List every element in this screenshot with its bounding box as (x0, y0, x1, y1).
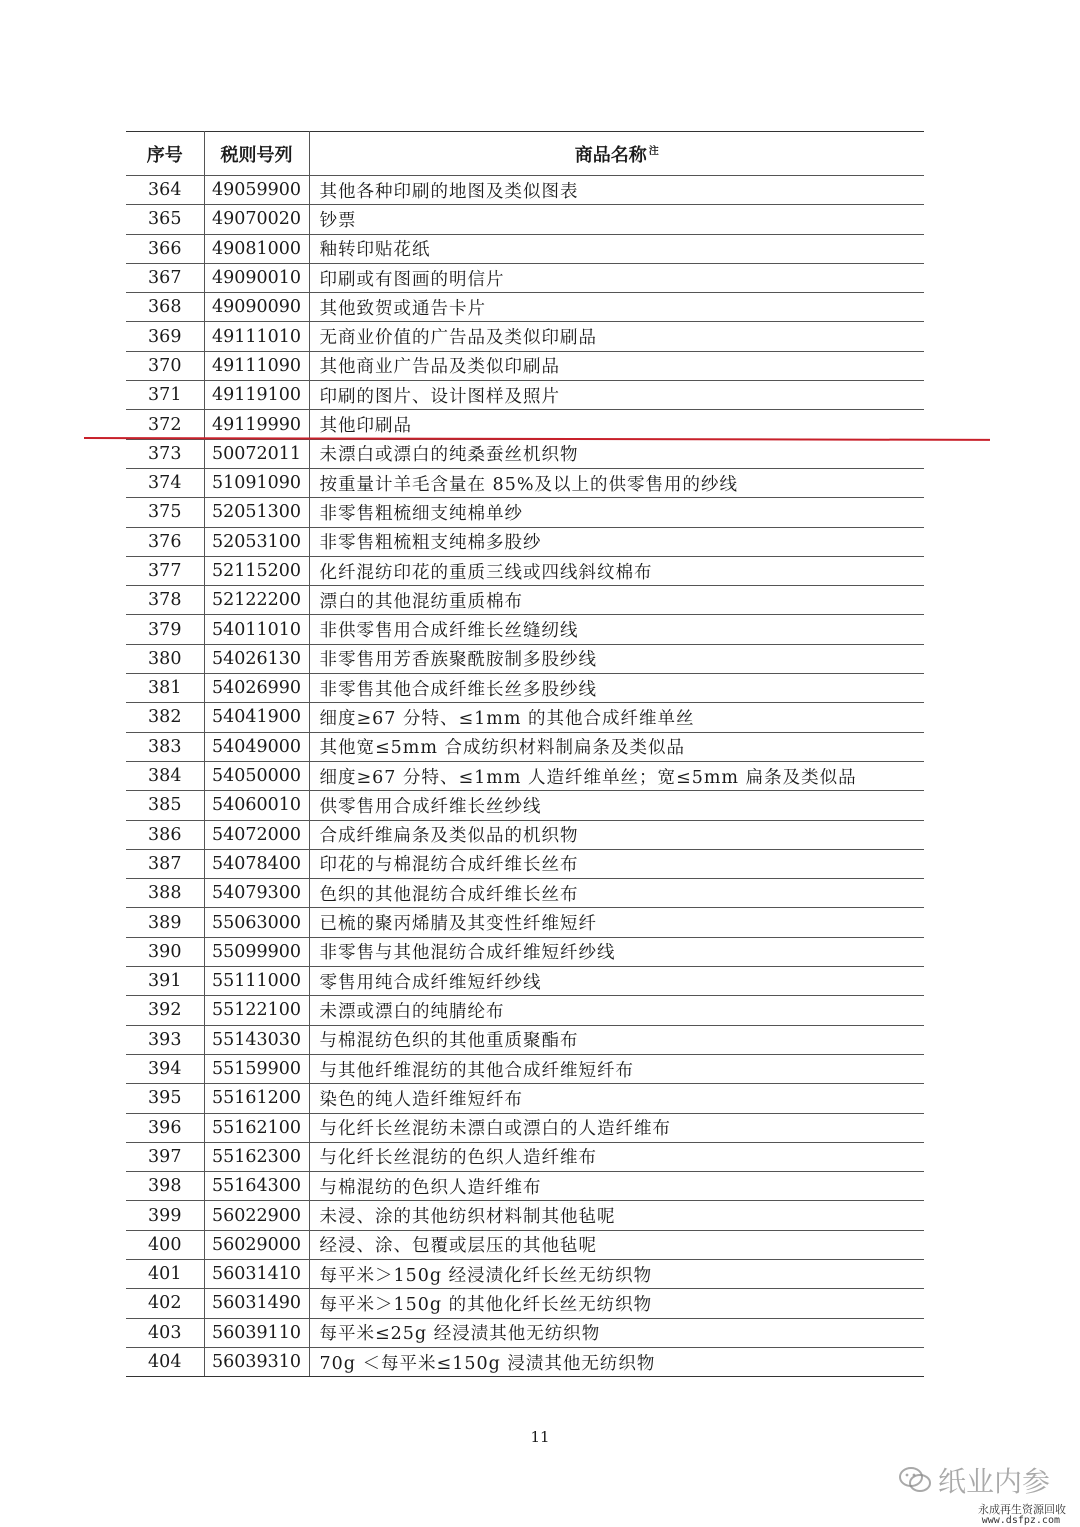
table-row (126, 322, 924, 351)
tariff-code-cell: 49119990 (204, 410, 309, 439)
table-row (126, 937, 924, 966)
tariff-code-cell: 55099900 (204, 937, 309, 966)
serial-no-cell: 403 (126, 1318, 204, 1347)
serial-no-cell: 395 (126, 1084, 204, 1113)
serial-no-cell: 391 (126, 967, 204, 996)
wechat-icon (898, 1466, 932, 1494)
tariff-code-cell: 55162300 (204, 1142, 309, 1171)
serial-no-cell: 397 (126, 1142, 204, 1171)
table-row (126, 1025, 924, 1054)
table-row (126, 381, 924, 410)
table-row (126, 351, 924, 380)
serial-no-cell: 372 (126, 410, 204, 439)
page-number: 11 (530, 1428, 550, 1446)
tariff-code-cell: 49070020 (204, 205, 309, 234)
product-name-cell: 非零售与其他混纺合成纤维短纤纱线 (309, 937, 924, 966)
product-name-cell: 未漂白或漂白的纯桑蚕丝机织物 (309, 439, 924, 468)
tariff-code-cell: 54079300 (204, 879, 309, 908)
tariff-code-cell: 56031410 (204, 1259, 309, 1288)
serial-no-cell: 393 (126, 1025, 204, 1054)
serial-no-cell: 370 (126, 351, 204, 380)
serial-no-cell: 396 (126, 1113, 204, 1142)
serial-no-cell: 384 (126, 761, 204, 790)
product-name-cell: 非供零售用合成纤维长丝缝纫线 (309, 615, 924, 644)
tariff-code-cell: 55111000 (204, 967, 309, 996)
serial-no-cell: 385 (126, 791, 204, 820)
table-row (126, 791, 924, 820)
table-row (126, 879, 924, 908)
table-row (126, 1318, 924, 1347)
serial-no-cell: 368 (126, 293, 204, 322)
table-header-row (126, 132, 924, 176)
product-name-cell: 与化纤长丝混纺的色织人造纤维布 (309, 1142, 924, 1171)
tariff-code-cell: 54026990 (204, 674, 309, 703)
serial-no-cell: 375 (126, 498, 204, 527)
product-name-cell: 漂白的其他混纺重质棉布 (309, 586, 924, 615)
tariff-code-cell: 54072000 (204, 820, 309, 849)
product-name-cell: 釉转印贴花纸 (309, 234, 924, 263)
product-name-cell: 印刷的图片、设计图样及照片 (309, 381, 924, 410)
table-row (126, 703, 924, 732)
table-row (126, 498, 924, 527)
tariff-code-cell: 49119100 (204, 381, 309, 410)
table-row (126, 849, 924, 878)
serial-no-cell: 377 (126, 556, 204, 585)
tariff-code-cell: 55063000 (204, 908, 309, 937)
tariff-code-cell: 54041900 (204, 703, 309, 732)
serial-no-cell: 401 (126, 1259, 204, 1288)
serial-no-cell: 398 (126, 1172, 204, 1201)
product-name-cell: 每平米＞150g 的其他化纤长丝无纺织物 (309, 1289, 924, 1318)
product-name-cell: 经浸、涂、包覆或层压的其他毡呢 (309, 1230, 924, 1259)
product-name-cell: 每平米＞150g 经浸渍化纤长丝无纺织物 (309, 1259, 924, 1288)
product-name-cell: 未漂或漂白的纯腈纶布 (309, 996, 924, 1025)
serial-no-cell: 389 (126, 908, 204, 937)
product-name-cell: 细度≥67 分特、≤1mm 人造纤维单丝；宽≤5mm 扁条及类似品 (309, 761, 924, 790)
table-row (126, 644, 924, 673)
table-row (126, 468, 924, 497)
serial-no-cell: 379 (126, 615, 204, 644)
table-row (126, 1054, 924, 1083)
table-row (126, 967, 924, 996)
tariff-code-cell: 54026130 (204, 644, 309, 673)
tariff-code-cell: 55143030 (204, 1025, 309, 1054)
table-row (126, 674, 924, 703)
tariff-code-cell: 55164300 (204, 1172, 309, 1201)
serial-no-cell: 376 (126, 527, 204, 556)
table-row (126, 1347, 924, 1376)
serial-no-cell: 380 (126, 644, 204, 673)
table-row (126, 293, 924, 322)
serial-no-cell: 388 (126, 879, 204, 908)
table-row (126, 586, 924, 615)
product-name-cell: 未浸、涂的其他纺织材料制其他毡呢 (309, 1201, 924, 1230)
tariff-code-cell: 51091090 (204, 468, 309, 497)
watermark-url: www.dsfpz.com (981, 1515, 1060, 1526)
product-name-cell: 合成纤维扁条及类似品的机织物 (309, 820, 924, 849)
tariff-code-cell: 54050000 (204, 761, 309, 790)
serial-no-cell: 374 (126, 468, 204, 497)
tariff-code-cell: 55161200 (204, 1084, 309, 1113)
header-serial-no: 序号 (126, 132, 204, 176)
tariff-code-cell: 49090090 (204, 293, 309, 322)
tariff-table (126, 131, 924, 1377)
table-row (126, 410, 924, 439)
product-name-cell: 按重量计羊毛含量在 85%及以上的供零售用的纱线 (309, 468, 924, 497)
product-name-cell: 零售用纯合成纤维短纤纱线 (309, 967, 924, 996)
tariff-code-cell: 56029000 (204, 1230, 309, 1259)
tariff-code-cell: 50072011 (204, 439, 309, 468)
tariff-code-cell: 55159900 (204, 1054, 309, 1083)
table-row (126, 1113, 924, 1142)
product-name-cell: 与化纤长丝混纺未漂白或漂白的人造纤维布 (309, 1113, 924, 1142)
table-row (126, 1201, 924, 1230)
tariff-code-cell: 56039310 (204, 1347, 309, 1376)
tariff-code-cell: 54011010 (204, 615, 309, 644)
product-name-cell: 与棉混纺色织的其他重质聚酯布 (309, 1025, 924, 1054)
serial-no-cell: 400 (126, 1230, 204, 1259)
serial-no-cell: 399 (126, 1201, 204, 1230)
tariff-code-cell: 54049000 (204, 732, 309, 761)
product-name-cell: 非零售用芳香族聚酰胺制多股纱线 (309, 644, 924, 673)
table-body (126, 176, 924, 1377)
product-name-cell: 印花的与棉混纺合成纤维长丝布 (309, 849, 924, 878)
tariff-code-cell: 56039110 (204, 1318, 309, 1347)
product-name-cell: 与其他纤维混纺的其他合成纤维短纤布 (309, 1054, 924, 1083)
tariff-code-cell: 54060010 (204, 791, 309, 820)
product-name-cell: 非零售粗梳粗支纯棉多股纱 (309, 527, 924, 556)
serial-no-cell: 390 (126, 937, 204, 966)
product-name-cell: 细度≥67 分特、≤1mm 的其他合成纤维单丝 (309, 703, 924, 732)
product-name-cell: 染色的纯人造纤维短纤布 (309, 1084, 924, 1113)
serial-no-cell: 365 (126, 205, 204, 234)
serial-no-cell: 382 (126, 703, 204, 732)
tariff-code-cell: 52122200 (204, 586, 309, 615)
product-name-cell: 色织的其他混纺合成纤维长丝布 (309, 879, 924, 908)
tariff-code-cell: 56031490 (204, 1289, 309, 1318)
table-row (126, 234, 924, 263)
product-name-cell: 其他各种印刷的地图及类似图表 (309, 176, 924, 205)
product-name-cell: 无商业价值的广告品及类似印刷品 (309, 322, 924, 351)
watermark-text: 永成再生资源回收 (978, 1503, 1066, 1516)
product-name-cell: 非零售粗梳细支纯棉单纱 (309, 498, 924, 527)
serial-no-cell: 404 (126, 1347, 204, 1376)
product-name-cell: 其他致贺或通告卡片 (309, 293, 924, 322)
product-name-cell: 钞票 (309, 205, 924, 234)
serial-no-cell: 381 (126, 674, 204, 703)
serial-no-cell: 402 (126, 1289, 204, 1318)
product-name-cell: 与棉混纺的色织人造纤维布 (309, 1172, 924, 1201)
brand-name: 纸业内参 (937, 1465, 1050, 1498)
serial-no-cell: 367 (126, 263, 204, 292)
tariff-code-cell: 49090010 (204, 263, 309, 292)
product-name-cell: 其他商业广告品及类似印刷品 (309, 351, 924, 380)
table-row (126, 761, 924, 790)
table-row (126, 176, 924, 205)
serial-no-cell: 369 (126, 322, 204, 351)
tariff-code-cell: 56022900 (204, 1201, 309, 1230)
table-row (126, 615, 924, 644)
product-name-cell: 化纤混纺印花的重质三线或四线斜纹棉布 (309, 556, 924, 585)
tariff-code-cell: 52053100 (204, 527, 309, 556)
serial-no-cell: 364 (126, 176, 204, 205)
header-product-name-label: 商品名称 (574, 144, 647, 166)
table-row (126, 556, 924, 585)
serial-no-cell: 373 (126, 439, 204, 468)
serial-no-cell: 383 (126, 732, 204, 761)
tariff-code-cell: 54078400 (204, 849, 309, 878)
tariff-code-cell: 49059900 (204, 176, 309, 205)
table-row (126, 527, 924, 556)
table-row (126, 908, 924, 937)
product-name-cell: 每平米≤25g 经浸渍其他无纺织物 (309, 1318, 924, 1347)
tariff-code-cell: 52115200 (204, 556, 309, 585)
serial-no-cell: 387 (126, 849, 204, 878)
table-row (126, 820, 924, 849)
serial-no-cell: 371 (126, 381, 204, 410)
brand-watermark (898, 1460, 1050, 1500)
serial-no-cell: 378 (126, 586, 204, 615)
table-row (126, 1172, 924, 1201)
product-name-cell: 其他印刷品 (309, 410, 924, 439)
table-row (126, 732, 924, 761)
header-product-name (309, 132, 924, 176)
product-name-cell: 非零售其他合成纤维长丝多股纱线 (309, 674, 924, 703)
serial-no-cell: 392 (126, 996, 204, 1025)
tariff-code-cell: 55122100 (204, 996, 309, 1025)
tariff-code-cell: 49081000 (204, 234, 309, 263)
tariff-code-cell: 52051300 (204, 498, 309, 527)
tariff-code-cell: 49111010 (204, 322, 309, 351)
table-row (126, 439, 924, 468)
serial-no-cell: 394 (126, 1054, 204, 1083)
product-name-cell: 印刷或有图画的明信片 (309, 263, 924, 292)
table-row (126, 1142, 924, 1171)
serial-no-cell: 366 (126, 234, 204, 263)
serial-no-cell: 386 (126, 820, 204, 849)
product-name-cell: 70g ＜每平米≤150g 浸渍其他无纺织物 (309, 1347, 924, 1376)
header-tariff-code: 税则号列 (204, 132, 309, 176)
table-row (126, 263, 924, 292)
tariff-code-cell: 55162100 (204, 1113, 309, 1142)
table-row (126, 1289, 924, 1318)
table-row (126, 1230, 924, 1259)
table-row (126, 1259, 924, 1288)
table-row (126, 996, 924, 1025)
product-name-cell: 供零售用合成纤维长丝纱线 (309, 791, 924, 820)
table-row (126, 1084, 924, 1113)
tariff-code-cell: 49111090 (204, 351, 309, 380)
header-note-mark: 注 (648, 145, 659, 157)
table-row (126, 205, 924, 234)
product-name-cell: 已梳的聚丙烯腈及其变性纤维短纤 (309, 908, 924, 937)
product-name-cell: 其他宽≤5mm 合成纺织材料制扁条及类似品 (309, 732, 924, 761)
